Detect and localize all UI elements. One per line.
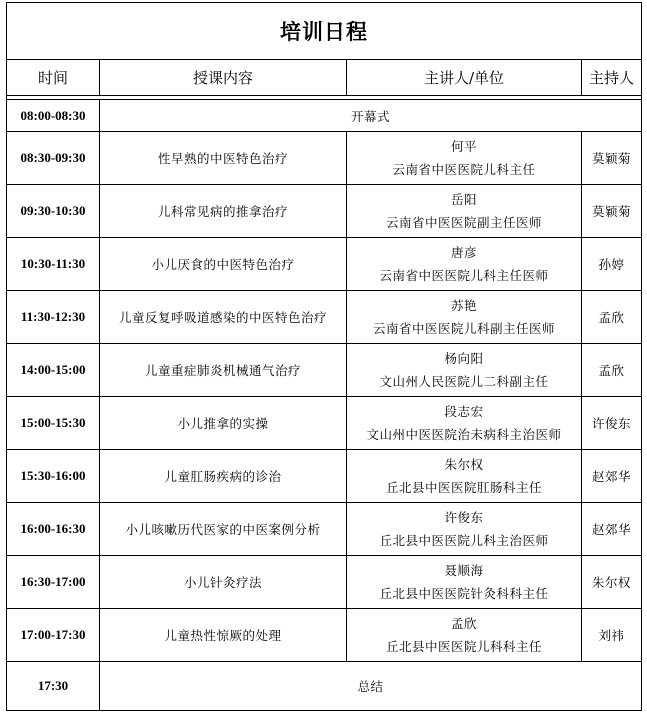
session-content: 儿童肛肠疾病的诊治 (100, 450, 347, 503)
title-row (7, 3, 642, 60)
training-schedule-table (6, 2, 642, 711)
session-time: 11:30-12:30 (7, 291, 100, 344)
speaker-unit: 云南省中医医院儿科副主任医师 (372, 321, 555, 336)
closing-time: 17:30 (7, 662, 100, 711)
session-speaker-cell (347, 291, 582, 344)
session-host: 刘祎 (582, 609, 642, 662)
session-speaker-cell (347, 238, 582, 291)
speaker-name: 朱尔权 (444, 457, 484, 472)
session-content: 儿童重症肺炎机械通气治疗 (100, 344, 347, 397)
session-row (7, 238, 642, 291)
session-host: 赵郊华 (582, 450, 642, 503)
session-content: 小儿厌食的中医特色治疗 (100, 238, 347, 291)
speaker-name: 杨向阳 (444, 351, 484, 366)
speaker-name: 苏艳 (450, 298, 477, 313)
closing-content: 总结 (100, 662, 642, 711)
session-time: 14:00-15:00 (7, 344, 100, 397)
session-host: 朱尔权 (582, 556, 642, 609)
speaker-unit: 云南省中医医院儿科主任医师 (379, 268, 549, 283)
session-host: 莫颖菊 (582, 132, 642, 185)
session-host: 莫颖菊 (582, 185, 642, 238)
header-speaker: 主讲人/单位 (347, 60, 582, 96)
session-host: 许俊东 (582, 397, 642, 450)
speaker-name: 许俊东 (444, 510, 484, 525)
speaker-unit: 丘北县中医医院肛肠科主任 (385, 480, 542, 495)
session-speaker-cell (347, 609, 582, 662)
speaker-name: 何平 (450, 139, 477, 154)
header-time: 时间 (7, 60, 100, 96)
session-row (7, 132, 642, 185)
session-row (7, 291, 642, 344)
speaker-name: 段志宏 (444, 404, 484, 419)
session-speaker-cell (347, 503, 582, 556)
session-host: 孟欣 (582, 344, 642, 397)
session-time: 10:30-11:30 (7, 238, 100, 291)
session-speaker-cell (347, 397, 582, 450)
speaker-unit: 云南省中医医院副主任医师 (385, 215, 542, 230)
session-row (7, 450, 642, 503)
opening-content: 开幕式 (100, 100, 642, 132)
speaker-unit: 丘北县中医医院儿科主治医师 (379, 533, 549, 548)
session-content: 儿童反复呼吸道感染的中医特色治疗 (100, 291, 347, 344)
session-row (7, 397, 642, 450)
speaker-unit: 丘北县中医医院针灸科科主任 (379, 586, 549, 601)
session-row (7, 556, 642, 609)
header-row (7, 60, 642, 96)
speaker-unit: 云南省中医医院儿科主任 (392, 162, 536, 177)
speaker-unit: 文山州中医医院治未病科主治医师 (366, 427, 562, 442)
speaker-name: 孟欣 (450, 616, 477, 631)
session-row (7, 344, 642, 397)
session-content: 小儿推拿的实操 (100, 397, 347, 450)
session-time: 08:30-09:30 (7, 132, 100, 185)
session-time: 17:00-17:30 (7, 609, 100, 662)
closing-row (7, 662, 642, 711)
session-row (7, 185, 642, 238)
speaker-unit: 丘北县中医医院儿科科主任 (385, 639, 542, 654)
session-content: 小儿针灸疗法 (100, 556, 347, 609)
session-row (7, 503, 642, 556)
speaker-name: 聂顺海 (444, 563, 484, 578)
session-time: 15:30-16:00 (7, 450, 100, 503)
session-speaker-cell (347, 344, 582, 397)
speaker-name: 岳阳 (450, 192, 477, 207)
session-content: 儿童热性惊厥的处理 (100, 609, 347, 662)
page-title: 培训日程 (7, 3, 642, 60)
session-content: 性早熟的中医特色治疗 (100, 132, 347, 185)
session-content: 儿科常见病的推拿治疗 (100, 185, 347, 238)
session-speaker-cell (347, 450, 582, 503)
speaker-unit: 文山州人民医院儿二科副主任 (379, 374, 549, 389)
session-host: 孟欣 (582, 291, 642, 344)
session-row (7, 609, 642, 662)
session-time: 16:30-17:00 (7, 556, 100, 609)
session-content: 小儿咳嗽历代医家的中医案例分析 (100, 503, 347, 556)
session-host: 孙婷 (582, 238, 642, 291)
session-speaker-cell (347, 185, 582, 238)
session-time: 16:00-16:30 (7, 503, 100, 556)
header-host: 主持人 (582, 60, 642, 96)
opening-time: 08:00-08:30 (7, 100, 100, 132)
header-content: 授课内容 (100, 60, 347, 96)
session-time: 09:30-10:30 (7, 185, 100, 238)
session-time: 15:00-15:30 (7, 397, 100, 450)
speaker-name: 唐彦 (450, 245, 477, 260)
session-speaker-cell (347, 132, 582, 185)
session-host: 赵郊华 (582, 503, 642, 556)
opening-row (7, 100, 642, 132)
session-speaker-cell (347, 556, 582, 609)
